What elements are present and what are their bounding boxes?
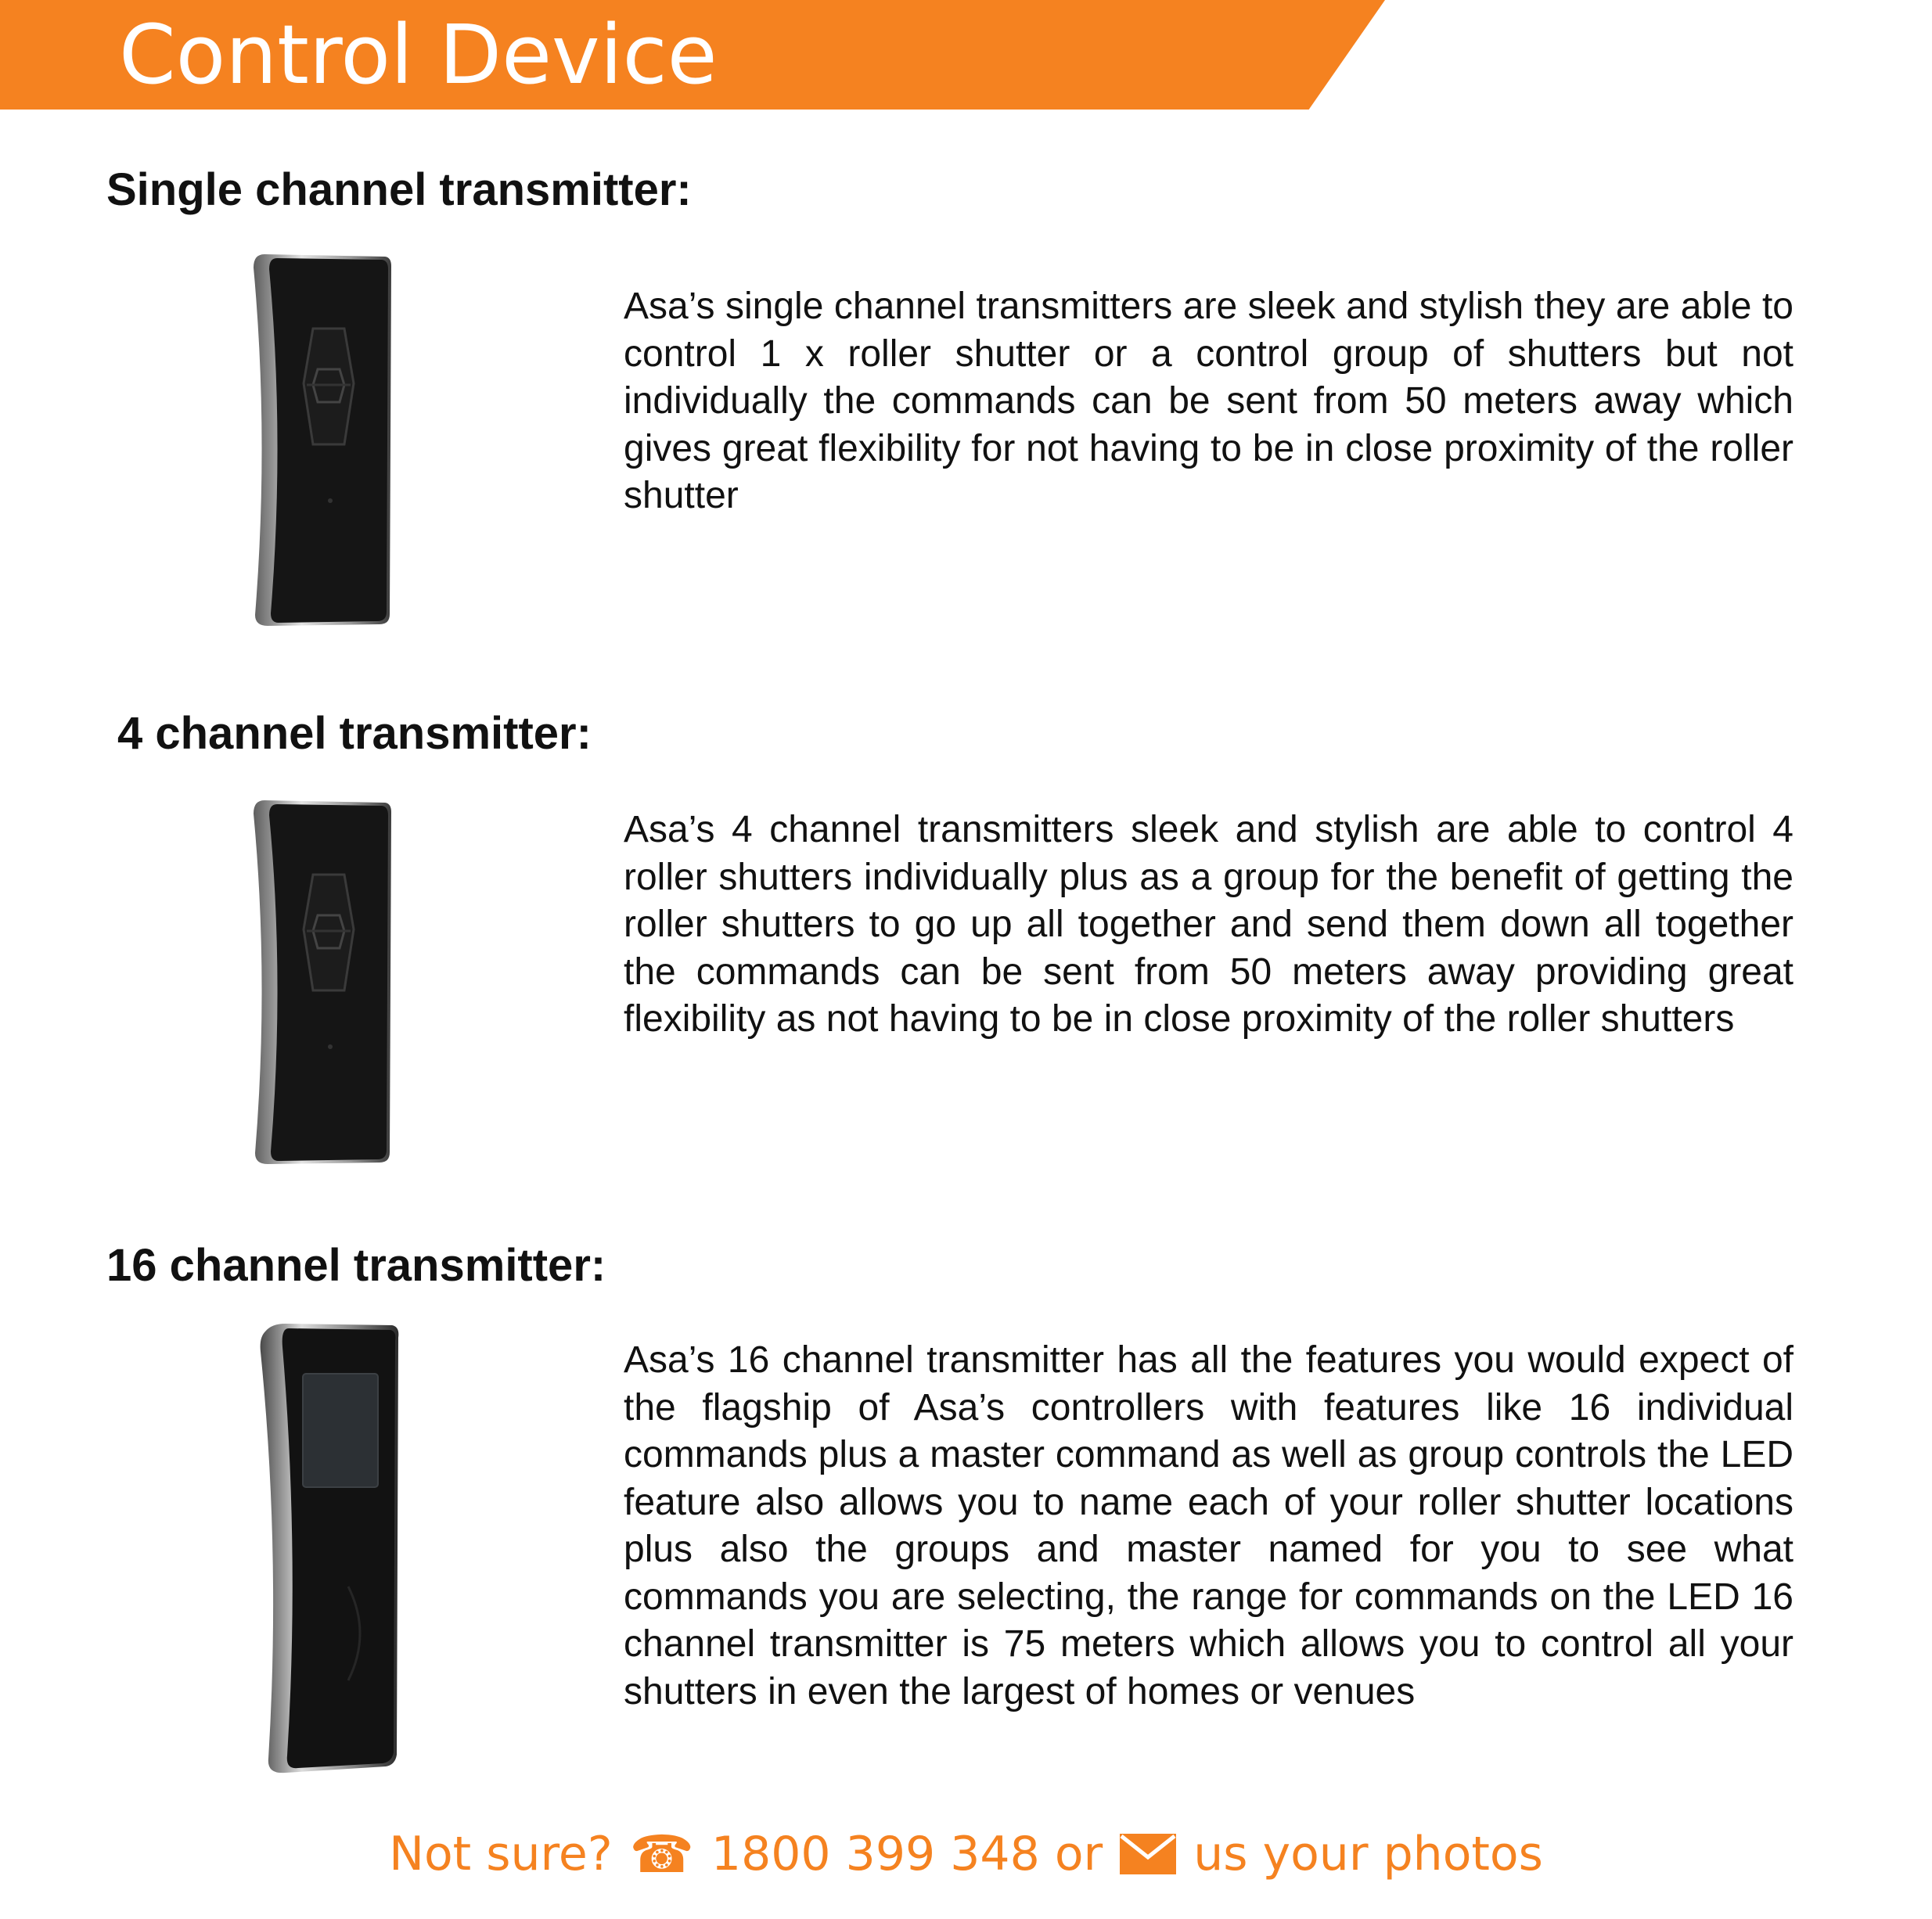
section-title-sixteen-channel: 16 channel transmitter:	[106, 1240, 606, 1291]
envelope-icon[interactable]	[1120, 1834, 1176, 1874]
four-channel-remote-icon	[250, 796, 391, 1168]
footer-phone-number[interactable]: 1800 399 348 or	[711, 1827, 1103, 1881]
section-description-single-channel: Asa’s single channel transmitters are sleek and stylish they are able to control 1 x roller shutter or a control group of shutters but not individually the commands can be sent from 50 meters away which gives great flexibility for not having to be in close proximity of the roller shutter	[624, 286, 1793, 516]
section-title-single-channel: Single channel transmitter:	[106, 164, 692, 215]
section-description-four-channel: Asa’s 4 channel transmitters sleek and stylish are able to control 4 roller shutters individually plus as a group for the benefit of getting the roller shutters to go up all together and send them down all together the commands can be sent from 50 meters away providing great flexibility as not having to be in close proximity of the roller shutters	[624, 809, 1793, 1040]
sixteen-channel-remote-icon	[254, 1321, 403, 1774]
footer-contact	[0, 1819, 1932, 1889]
section-title-four-channel: 4 channel transmitter:	[117, 708, 592, 759]
footer-photos-text: us your photos	[1193, 1827, 1543, 1881]
footer-not-sure: Not sure?	[389, 1827, 613, 1881]
phone-icon: ☎	[629, 1824, 694, 1885]
single-channel-remote-icon	[250, 250, 391, 630]
section-description-sixteen-channel: Asa’s 16 channel transmitter has all the features you would expect of the flagship of Asa’s controllers with features like 16 individual commands plus a master command as well as group controls the LED feature also allows you to name each of your roller shutter locations plus also the groups and master named for you to see what commands you are selecting, the range for commands on the LED 16 channel transmitter is 75 meters which allows you to control all your shutters in even the largest of homes or venues	[624, 1339, 1793, 1712]
page-title: Control Device	[119, 7, 718, 102]
